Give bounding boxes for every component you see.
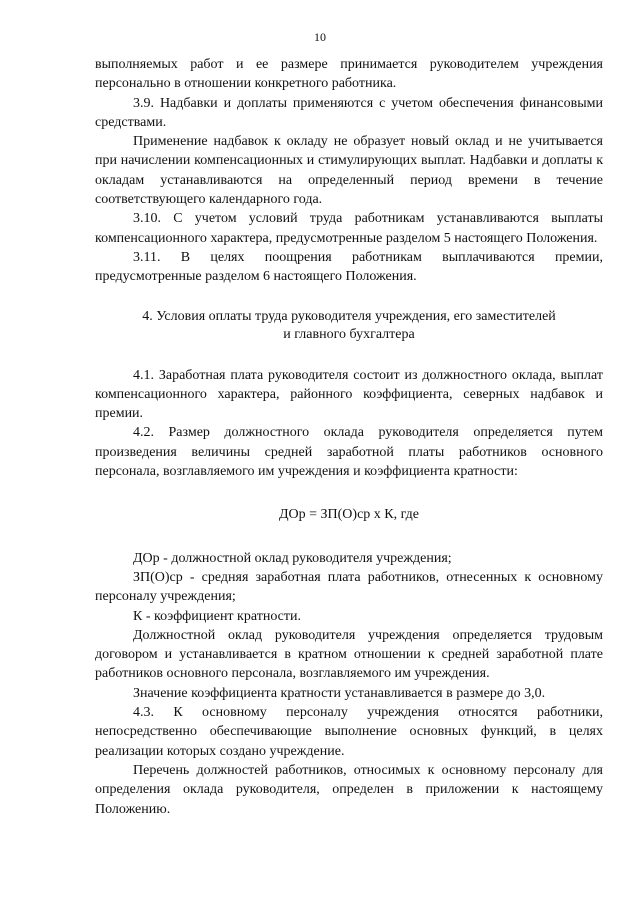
definition-zpo: ЗП(О)ср - средняя заработная плата работников, отнесенных к основному персоналу учреждения; — [95, 569, 603, 605]
paragraph-coefficient-value: Значение коэффициента кратности устанавливается в размере до 3,0. — [133, 685, 546, 701]
paragraph-4-2: 4.2. Размер должностного оклада руководителя определяется путем произведения величины средней заработной платы работников основного персонала, возглавляемого им учреждения и коэффициента кратности: — [95, 425, 603, 480]
paragraph-3-11: 3.11. В целях поощрения работникам выплачиваются премии, предусмотренные разделом 6 настоящего Положения. — [95, 249, 603, 285]
salary-formula: ДОр = ЗП(О)ср х К, где — [278, 507, 420, 523]
paragraph-positions-list: Перечень должностей работников, относимых к основному персоналу для определения оклада руководителя, определен в приложении к настоящему Положению. — [95, 762, 603, 817]
document-body — [95, 55, 603, 819]
paragraph-continuation: выполняемых работ и ее размере принимается руководителем учреждения персонально в отношении конкретного работника. — [95, 57, 603, 92]
paragraph-3-10: 3.10. С учетом условий труда работникам устанавливаются выплаты компенсационного характера, предусмотренные разделом 5 настоящего Положения. — [95, 211, 603, 246]
section-heading-line-1: 4. Условия оплаты труда руководителя учреждения, его заместителей — [142, 308, 556, 324]
page-number: 10 — [314, 30, 326, 44]
paragraph-salary-contract: Должностной оклад руководителя учреждения определяется трудовым договором и устанавливается в кратном отношении к средней заработной плате работников основного персонала, возглавляемого им учреждения. — [95, 627, 603, 682]
paragraph-4-1: 4.1. Заработная плата руководителя состоит из должностного оклада, выплат компенсационного характера, районного коэффициента, северных надбавок и премии. — [95, 367, 603, 422]
section-heading-4 — [95, 308, 603, 345]
definition-k: К - коэффициент кратности. — [133, 608, 301, 624]
section-heading-line-2: и главного бухгалтера — [283, 327, 415, 343]
definition-dor: ДОр - должностной оклад руководителя учреждения; — [133, 550, 452, 566]
paragraph-allowances: Применение надбавок к окладу не образует новый оклад и не учитывается при начислении компенсационных и стимулирующих выплат. Надбавки и доплаты к окладам устанавливаются на определенный период времени в течение соответствующего календарного года. — [95, 134, 603, 208]
paragraph-3-9: 3.9. Надбавки и доплаты применяются с учетом обеспечения финансовыми средствами. — [95, 95, 603, 130]
paragraph-4-3: 4.3. К основному персоналу учреждения относятся работники, непосредственно обеспечивающие выполнение основных функций, в целях реализации которых создано учреждение. — [95, 705, 603, 759]
